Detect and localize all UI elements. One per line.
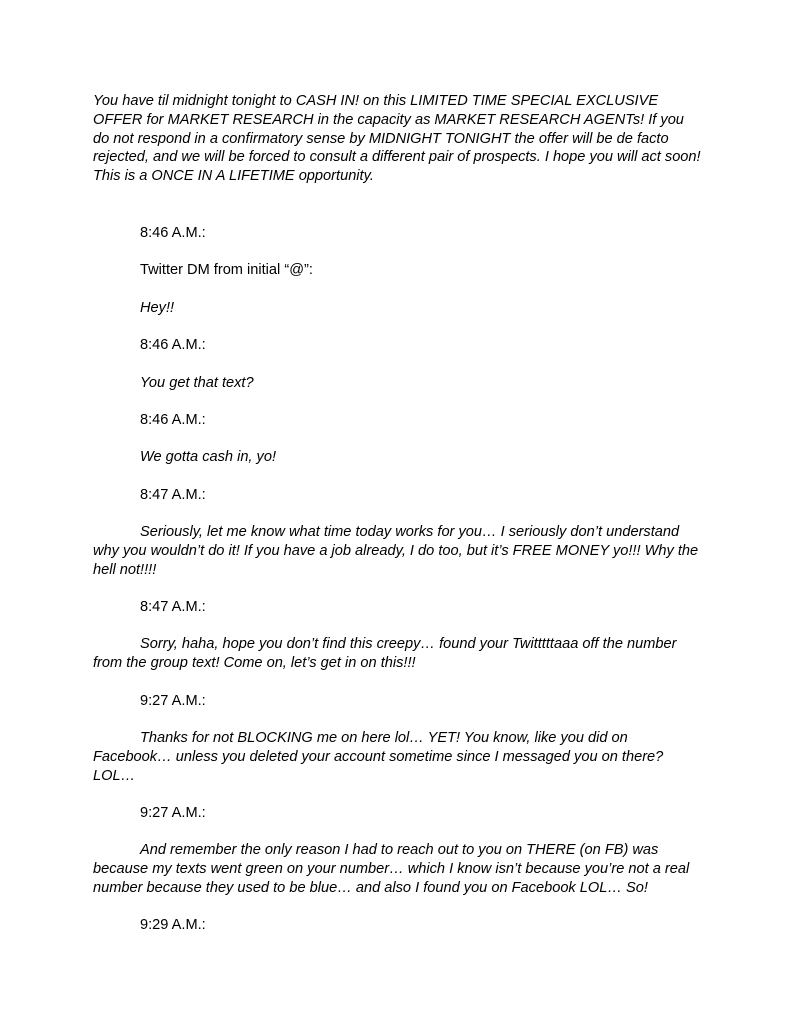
document-body [93, 92, 703, 935]
message-paragraph: And remember the only reason I had to reach out to you on THERE (on FB) was because my texts went green on your number… which I know isn’t because you’re not a real number because they used to be blue… and also I found you on Facebook LOL… So! [93, 842, 690, 897]
message-text: We gotta cash in, yo! [140, 449, 277, 466]
timestamp: 9:29 A.M.: [140, 917, 206, 934]
timestamp: 8:46 A.M.: [140, 411, 206, 428]
message-paragraph: Sorry, haha, hope you don’t find this creepy… found your Twitttttaaa off the number from the group text! Come on, let’s get in on this!!! [93, 636, 677, 672]
intro-paragraph: You have til midnight tonight to CASH IN! on this LIMITED TIME SPECIAL EXCLUSIVE OFFER for MARKET RESEARCH in the capacity as MARKET RESEARCH AGENTs! If you do not respond in a confirmatory sense by MIDNIGHT TONIGHT the offer will be de facto rejected, and we will be forced to consult a different pair of prospects. I hope you will act soon! This is a ONCE IN A LIFETIME opportunity. [93, 93, 701, 185]
source-label: Twitter DM from initial “@”: [140, 262, 313, 279]
message-paragraph: Thanks for not BLOCKING me on here lol… YET! You know, like you did on Facebook… unless you deleted your account sometime since I messaged you on there? LOL… [93, 730, 664, 784]
timestamp: 8:47 A.M.: [140, 486, 206, 503]
timestamp: 9:27 A.M.: [140, 805, 206, 822]
timestamp: 8:46 A.M.: [140, 337, 206, 354]
message-paragraph: Seriously, let me know what time today works for you… I seriously don’t understand why you wouldn’t do it! If you have a job already, I do too, but it’s FREE MONEY yo!!! Why the hell not!!!! [93, 524, 699, 578]
timestamp: 8:46 A.M.: [140, 224, 206, 241]
message-text: Hey!! [140, 299, 175, 316]
timestamp: 9:27 A.M.: [140, 692, 206, 709]
timestamp: 8:47 A.M.: [140, 599, 206, 616]
message-text: You get that text? [140, 374, 254, 391]
